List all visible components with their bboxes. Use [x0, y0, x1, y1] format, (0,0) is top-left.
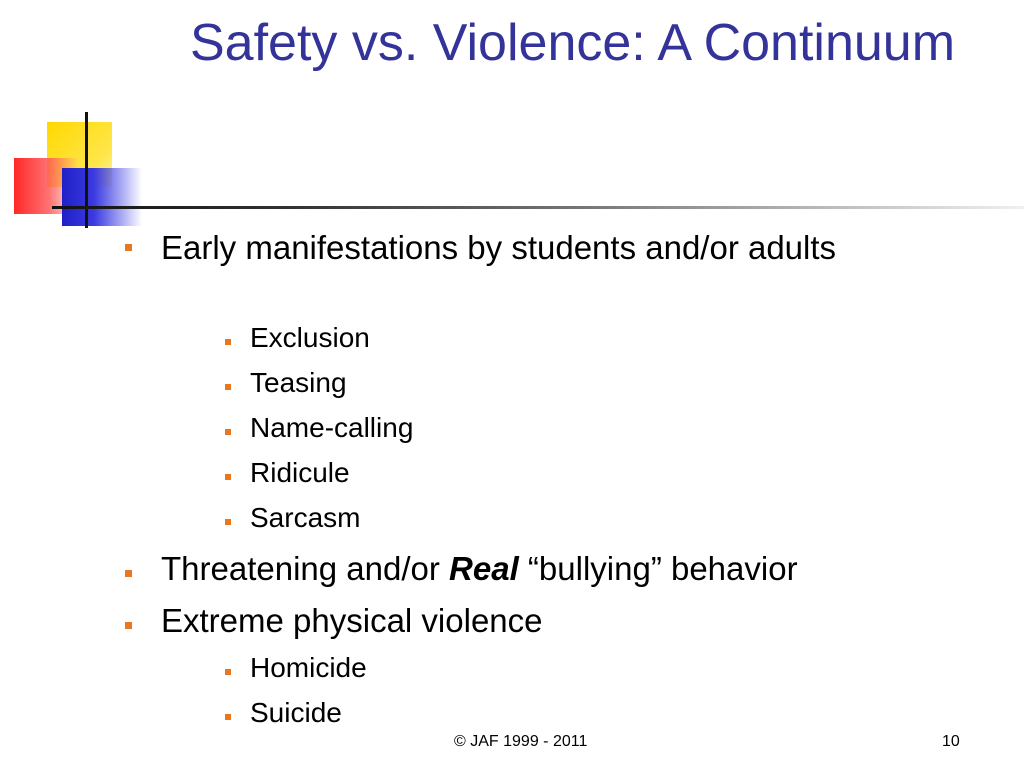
slide-title: Safety vs. Violence: A Continuum: [190, 14, 956, 72]
sub-bullet-marker: [225, 474, 231, 480]
sub-bullet-marker: [225, 519, 231, 525]
bullet-item-extreme-violence: Extreme physical violence: [161, 602, 543, 639]
bullet-text-part: Threatening and/or: [161, 550, 450, 587]
footer-page-number: 10: [942, 733, 960, 750]
bullet-marker: [125, 244, 132, 251]
footer-copyright: © JAF 1999 - 2011: [454, 733, 588, 750]
bullet-marker: [125, 570, 132, 577]
bullet-item-threatening: [161, 548, 798, 590]
sub-bullet-marker: [225, 669, 231, 675]
sub-bullet-marker: [225, 714, 231, 720]
sub-item-exclusion: Exclusion: [250, 322, 370, 353]
bullet-item-early-manifestations: Early manifestations by students and/or adults: [161, 229, 837, 266]
sub-bullet-marker: [225, 339, 231, 345]
sub-bullet-marker: [225, 429, 231, 435]
sub-bullet-marker: [225, 384, 231, 390]
sub-item-suicide: Suicide: [250, 697, 342, 728]
sub-item-homicide: Homicide: [250, 652, 367, 683]
sub-item-teasing: Teasing: [250, 367, 347, 398]
sub-item-sarcasm: Sarcasm: [250, 502, 361, 533]
emphasis-real: Real: [449, 550, 519, 587]
bullet-marker: [125, 622, 132, 629]
bullet-text-part: “bullying” behavior: [518, 550, 798, 587]
sub-item-ridicule: Ridicule: [250, 457, 350, 488]
sub-item-name-calling: Name-calling: [250, 412, 414, 443]
